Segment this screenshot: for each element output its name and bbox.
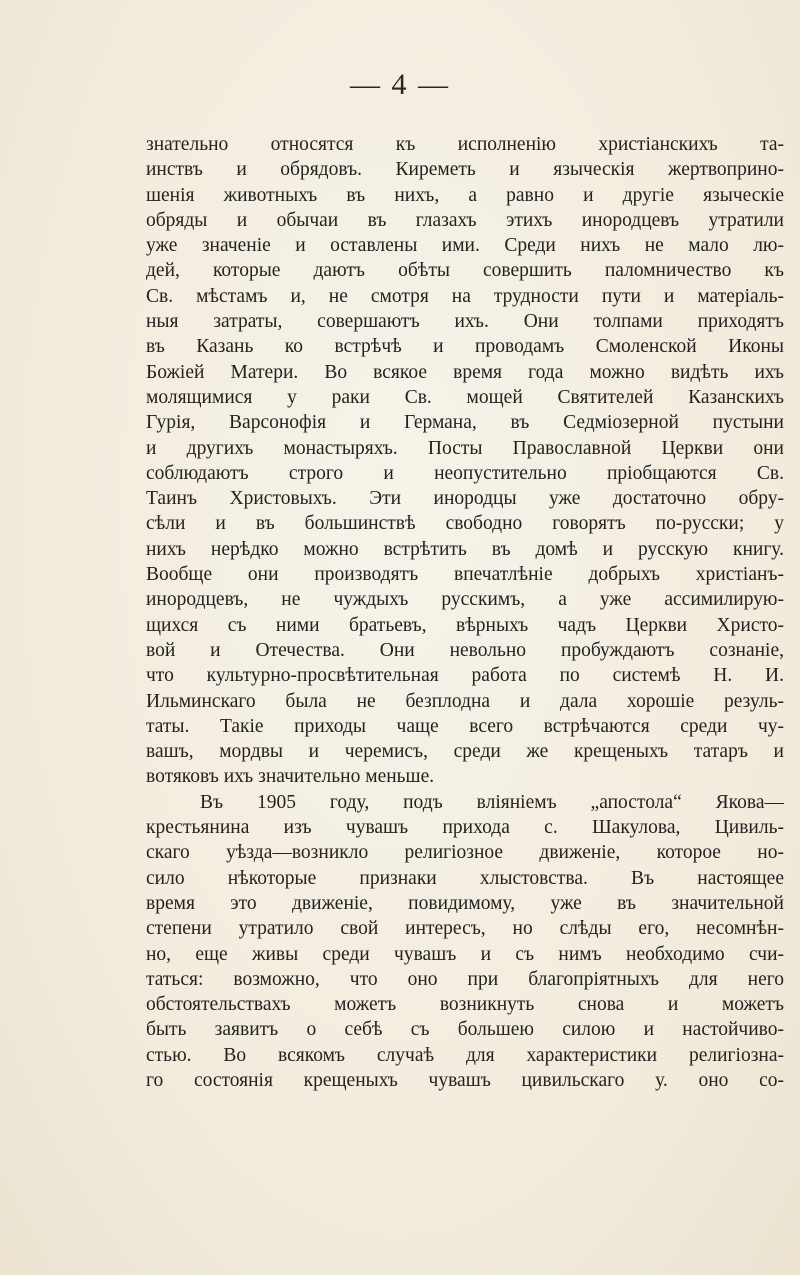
text-line: уже значенiе и оставлены ими. Среди нихъ не мало лю- <box>146 235 784 257</box>
text-line: инородцевъ, не чуждыхъ русскимъ, а уже ассимилирую- <box>146 589 784 611</box>
text-line: время это движенiе, повидимому, уже въ значительной <box>146 892 784 914</box>
body-text <box>146 132 784 1093</box>
text-line: щихся съ ними братьевъ, вѣрныхъ чадъ Церкви Христо- <box>146 614 784 636</box>
text-line: инствъ и обрядовъ. Киреметь и языческiя жертвоприно- <box>146 159 784 181</box>
paragraph-start-line: Въ 1905 году, подъ влiянiемъ „апостола“ Якова— <box>200 791 784 813</box>
text-line: Ильминскаго была не безплодна и дала хорошiе резуль- <box>146 690 784 712</box>
text-line: го состоянiя крещеныхъ чувашъ цивильскаго у. оно со- <box>146 1069 784 1091</box>
text-line: Божiей Матери. Во всякое время года можно видѣть ихъ <box>146 361 784 383</box>
text-line: таться: возможно, что оно при благопрiятныхъ для него <box>146 968 784 990</box>
text-line: крестьянина изъ чувашъ прихода с. Шакулова, Цивиль- <box>146 817 784 839</box>
text-line: Гурiя, Варсонофiя и Германа, въ Седмiозерной пустыни <box>146 412 784 434</box>
text-line: степени утратило свой интересъ, но слѣды его, несомнѣн- <box>146 918 784 940</box>
text-line: шенiя животныхъ въ нихъ, а равно и другiе языческiе <box>146 184 784 206</box>
page-number: — 4 — <box>350 68 450 101</box>
text-line: вой и Отечества. Они невольно пробуждаютъ сознанiе, <box>146 639 784 661</box>
text-line: обряды и обычаи въ глазахъ этихъ инородцевъ утратили <box>146 209 784 231</box>
text-line: вашъ, мордвы и черемисъ, среди же крещеныхъ татаръ и <box>146 741 784 763</box>
text-line: сило нѣкоторые признаки хлыстовства. Въ настоящее <box>146 867 784 889</box>
text-line: дей, которые даютъ обѣты совершить паломничество къ <box>146 260 784 282</box>
text-line: и другихъ монастыряхъ. Посты Православной Церкви они <box>146 437 784 459</box>
text-line: въ Казань ко встрѣчѣ и проводамъ Смоленской Иконы <box>146 336 784 358</box>
text-line: что культурно-просвѣтительная работа по системѣ Н. И. <box>146 665 784 687</box>
paragraph-end-line: вотяковъ ихъ значительно меньше. <box>146 766 435 788</box>
text-line: сѣли и въ большинствѣ свободно говорятъ по-русски; у <box>146 513 784 535</box>
text-line: нихъ нерѣдко можно встрѣтить въ домѣ и русскую книгу. <box>146 538 784 560</box>
text-line: обстоятельствахъ можетъ возникнуть снова и можетъ <box>146 994 784 1016</box>
text-line: стью. Во всякомъ случаѣ для характеристики религiозна- <box>146 1044 784 1066</box>
text-line: но, еще живы среди чувашъ и съ нимъ необходимо счи- <box>146 943 784 965</box>
text-line: быть заявитъ о себѣ съ большею силою и настойчиво- <box>146 1019 784 1041</box>
text-line: Вообще они производятъ впечатлѣнiе добрыхъ христiанъ- <box>146 564 784 586</box>
text-line: молящимися у раки Св. мощей Святителей Казанскихъ <box>146 386 784 408</box>
text-line: таты. Такiе приходы чаще всего встрѣчаются среди чу- <box>146 715 784 737</box>
text-line: ныя затраты, совершаютъ ихъ. Они толпами приходятъ <box>146 311 784 333</box>
text-line: Св. мѣстамъ и, не смотря на трудности пути и матерiаль- <box>146 285 784 307</box>
text-line: Таинъ Христовыхъ. Эти инородцы уже достаточно обру- <box>146 488 784 510</box>
text-line: знательно относятся къ исполненiю христiанскихъ та- <box>146 134 784 155</box>
text-line: скаго уѣзда—возникло религiозное движенiе, которое но- <box>146 842 784 864</box>
text-line: соблюдаютъ строго и неопустительно прiобщаются Св. <box>146 462 784 484</box>
